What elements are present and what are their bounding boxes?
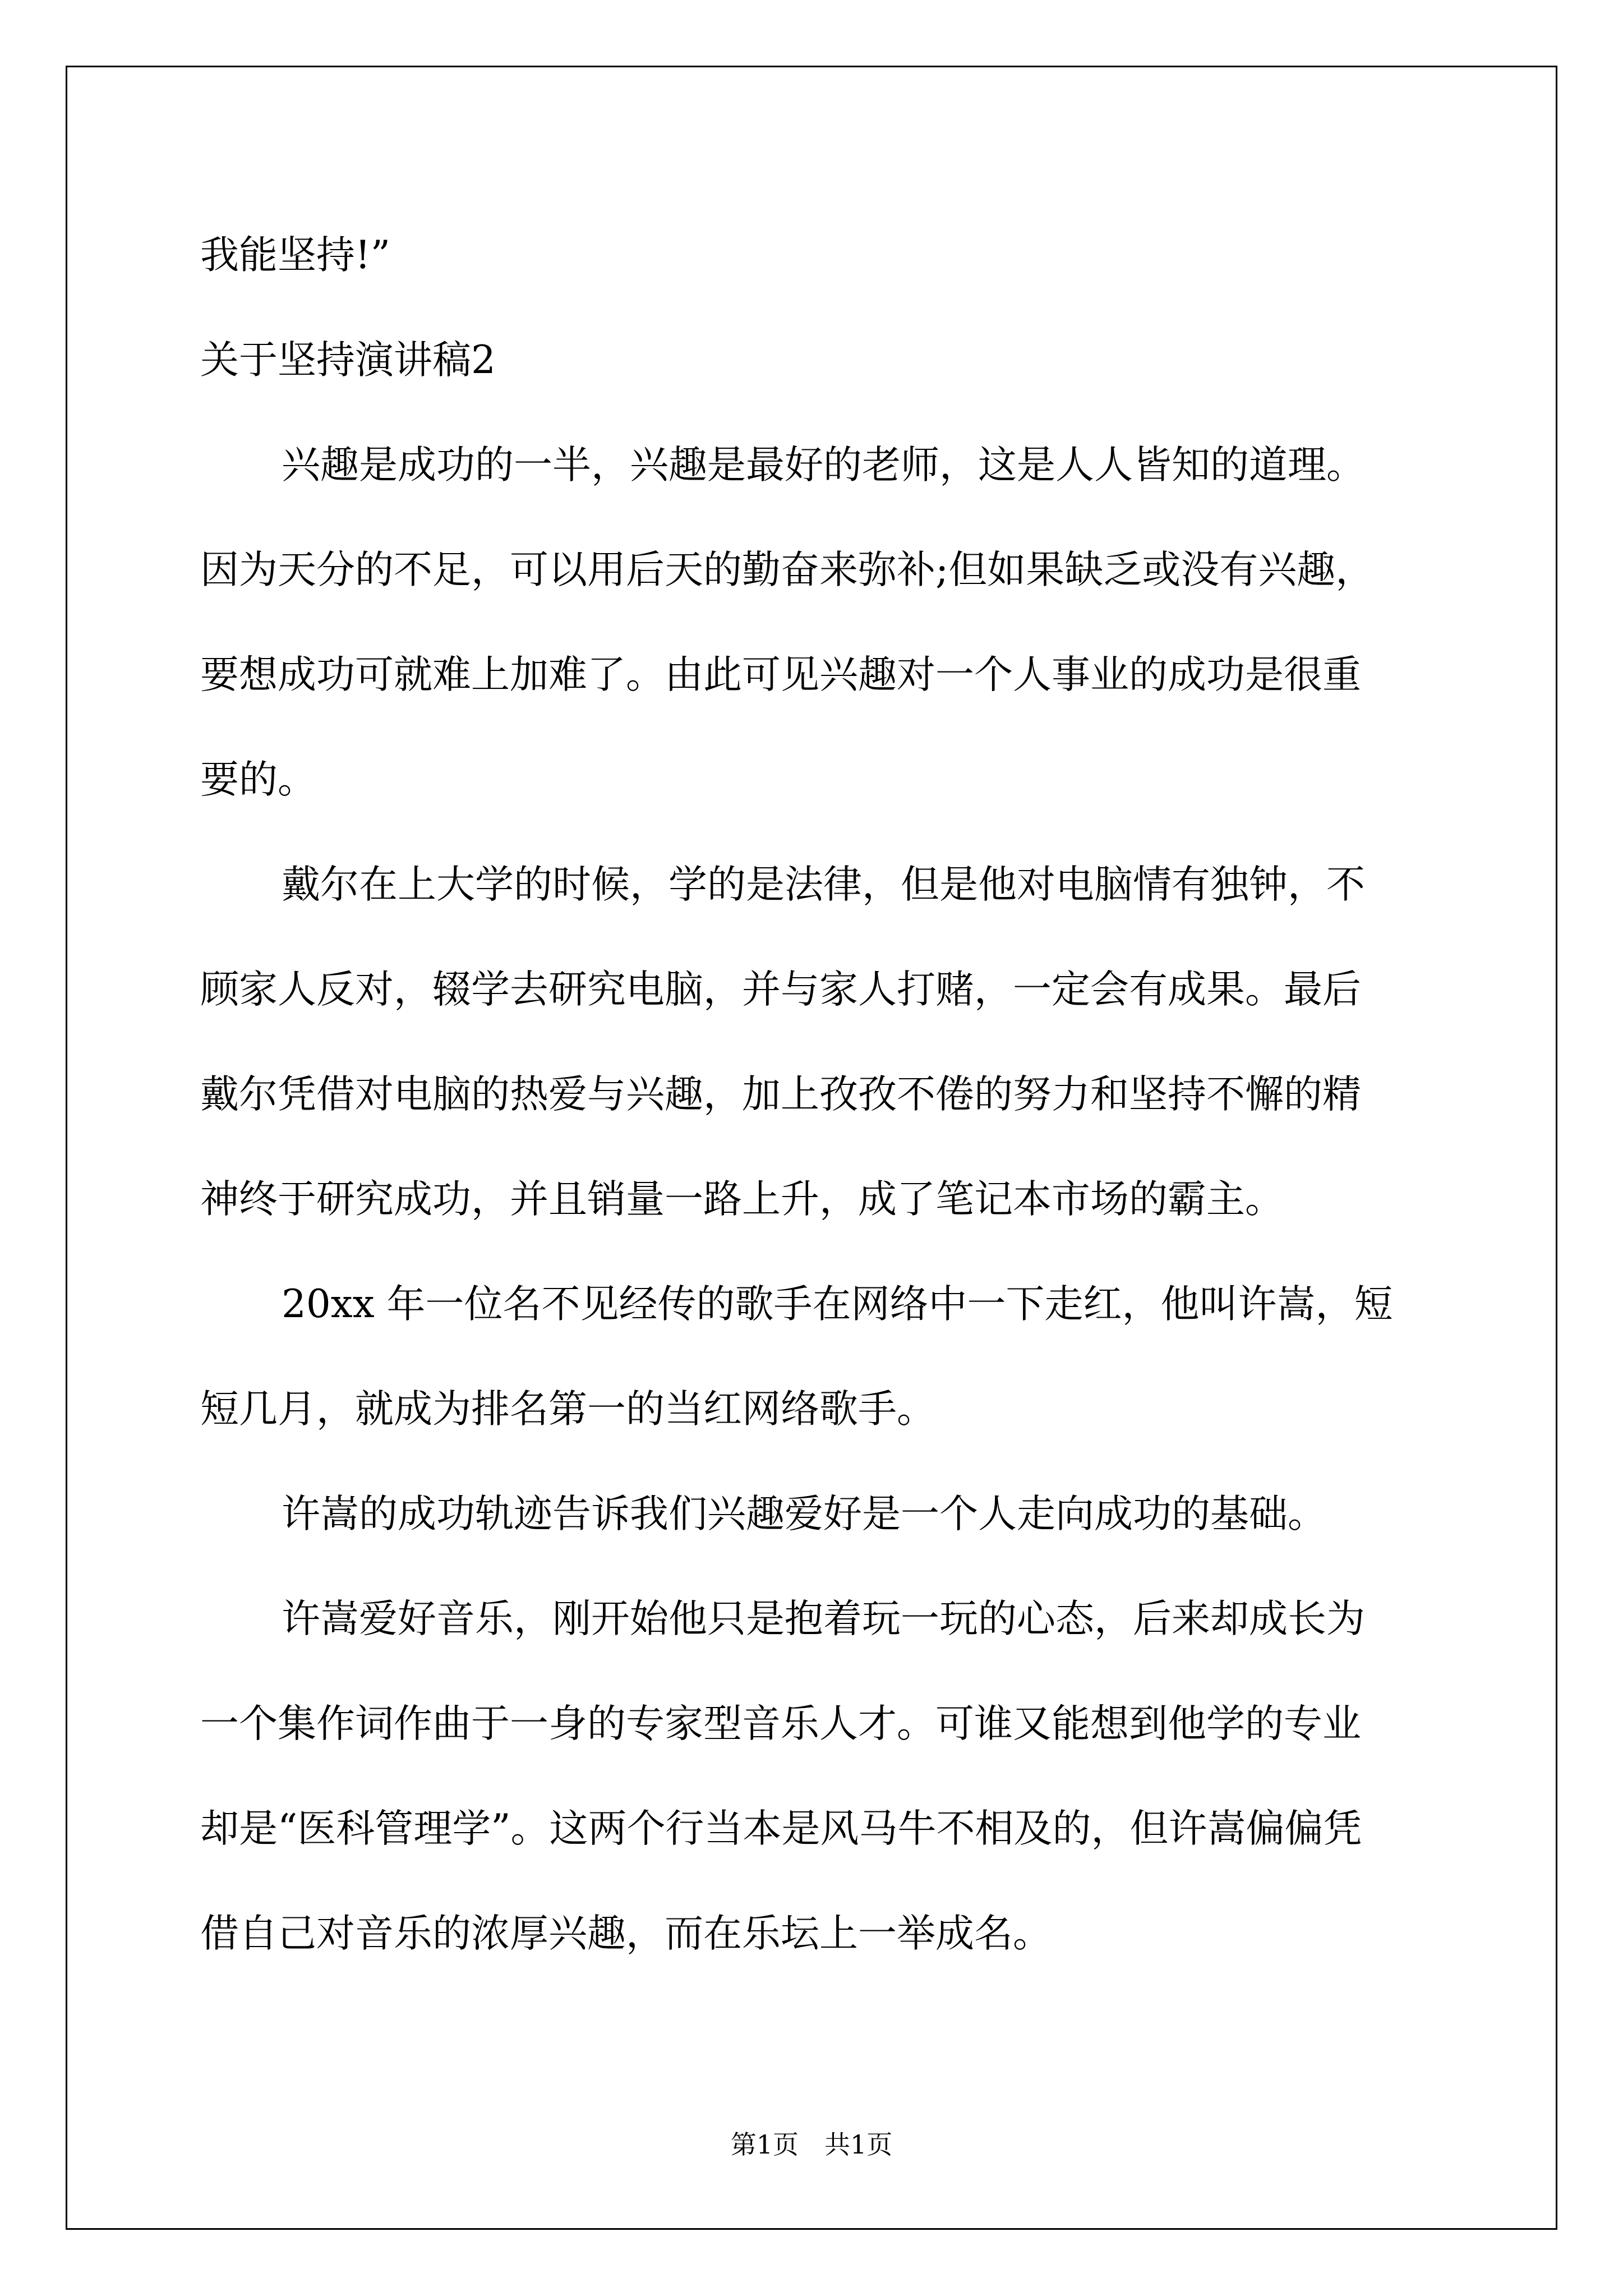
text-line: 却是“医科管理学”。这两个行当本是风马牛不相及的，但许嵩偏偏凭 — [200, 1806, 1362, 1851]
text-line: 戴尔凭借对电脑的热爱与兴趣，加上孜孜不倦的努力和坚持不懈的精 — [200, 1072, 1361, 1117]
page-number-footer: 第1页 共1页 — [730, 2129, 893, 2160]
text-line: 神终于研究成功，并且销量一路上升，成了笔记本市场的霸主。 — [200, 1177, 1284, 1222]
text-line: 顾家人反对，辍学去研究电脑，并与家人打赌，一定会有成果。最后 — [200, 967, 1361, 1012]
text-line: 许嵩的成功轨迹告诉我们兴趣爱好是一个人走向成功的基础。 — [282, 1492, 1326, 1536]
text-line: 短几月，就成为排名第一的当红网络歌手。 — [200, 1387, 935, 1432]
text-line: 戴尔在上大学的时候，学的是法律，但是他对电脑情有独钟，不 — [282, 862, 1365, 907]
text-line: 兴趣是成功的一半，兴趣是最好的老师，这是人人皆知的道理。 — [282, 443, 1365, 487]
text-line: 我能坚持!” — [200, 233, 391, 278]
text-line: 借自己对音乐的浓厚兴趣，而在乐坛上一举成名。 — [200, 1911, 1052, 1956]
text-line: 要想成功可就难上加难了。由此可见兴趣对一个人事业的成功是很重 — [200, 652, 1361, 697]
text-line: 因为天分的不足，可以用后天的勤奋来弥补;但如果缺乏或没有兴趣， — [200, 547, 1375, 592]
section-title: 关于坚持演讲稿2 — [200, 338, 496, 383]
text-line: 许嵩爱好音乐，刚开始他只是抱着玩一玩的心态，后来却成长为 — [282, 1596, 1365, 1641]
text-line: 一个集作词作曲于一身的专家型音乐人才。可谁又能想到他学的专业 — [200, 1701, 1361, 1746]
text-line: 20xx 年一位名不见经传的歌手在网络中一下走红，他叫许嵩，短 — [282, 1282, 1393, 1327]
text-line: 要的。 — [200, 757, 316, 802]
